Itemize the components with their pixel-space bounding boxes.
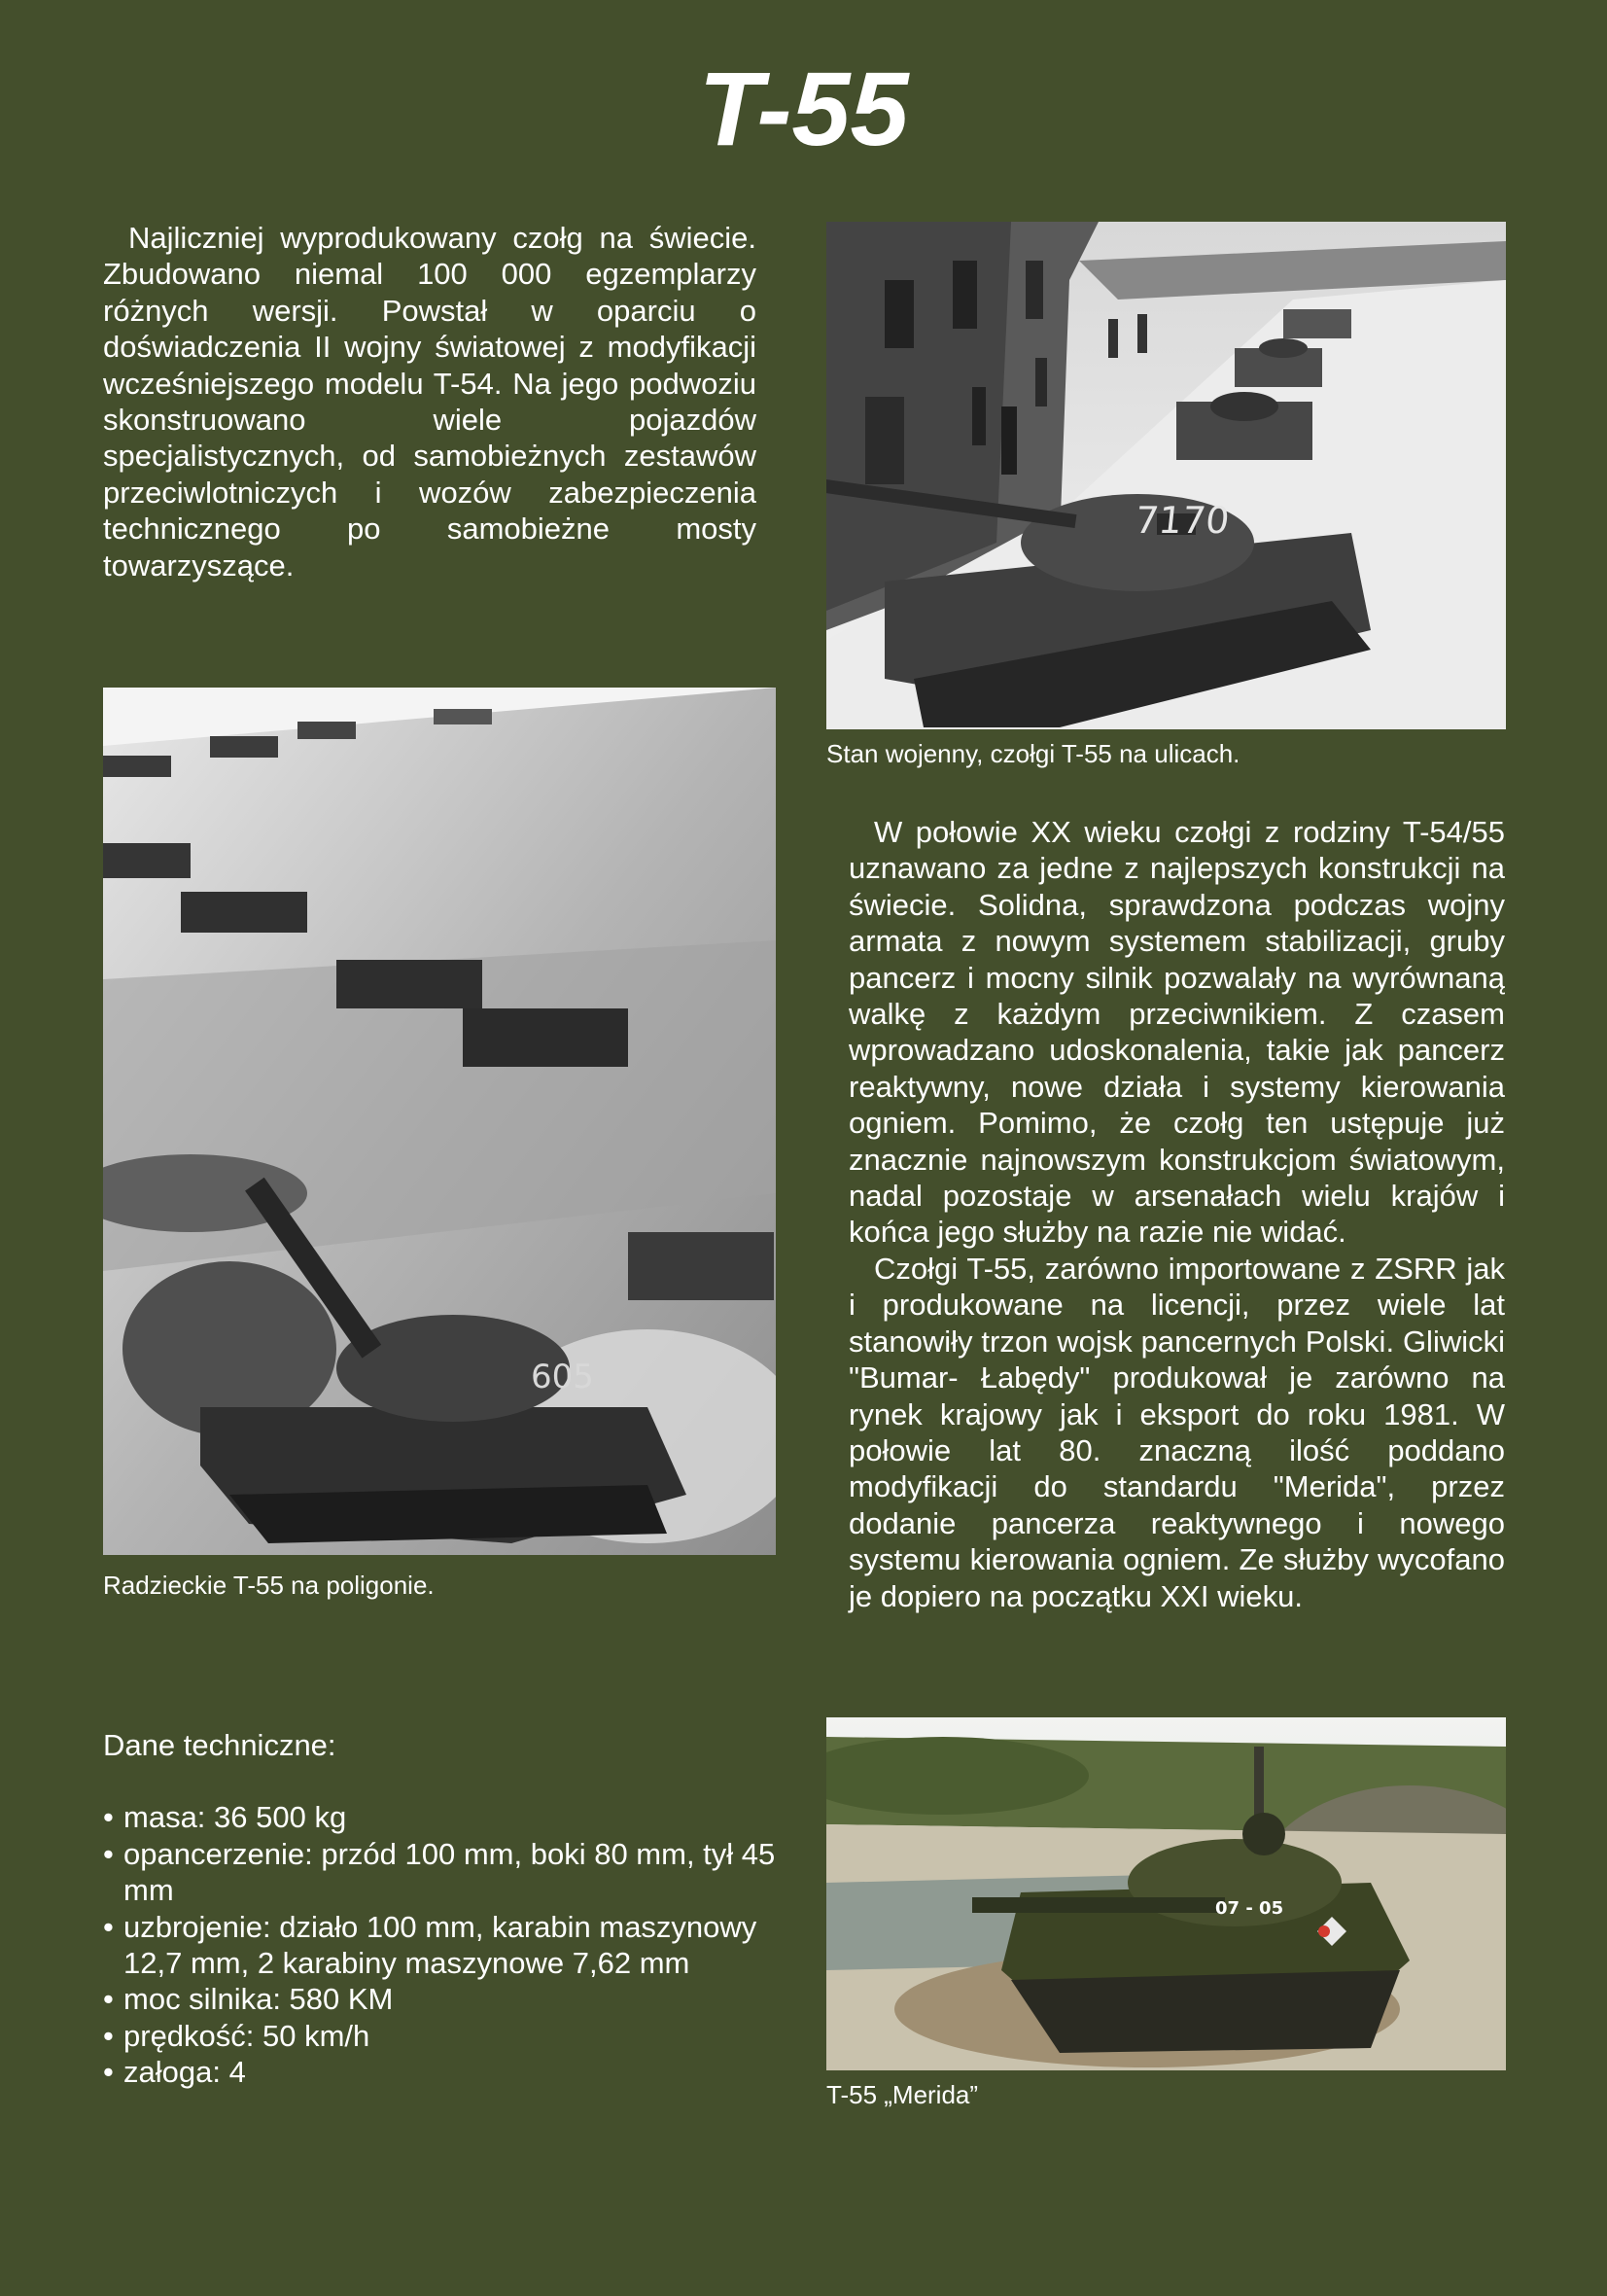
history-paragraph-1: W połowie XX wieku czołgi z rodziny T-54/55 uznawano za jedne z najlepszych konstrukcji na świecie. Solidna, sprawdzona podczas wojny armata z nowym systemem stabilizacji, gruby pancerz i mocny silnik pozwalały na wyrównaną walkę z każdym przeciwnikiem. Z czasem wprowadzano udoskonalenia, takie jak pancerz reaktywny, nowe działa i systemy kierowania ogniem. Pomimo, że czołg ten ustępuje już znacznie najnowszym konstrukcjom światowym, nadal pozostaje w arsenałach wielu krajów i końca jego służby na razie nie widać. [849, 815, 1505, 1250]
photo-merida-tank [826, 1717, 1506, 2070]
spec-armor: • opancerzenie: przód 100 mm, boki 80 mm, tył 45 mm [103, 1836, 784, 1909]
technical-data-heading: Dane techniczne: [103, 1728, 336, 1762]
history-section [849, 814, 1505, 1614]
history-paragraph-2: Czołgi T-55, zarówno importowane z ZSRR jak i produkowane na licencji, przez wiele lat stanowiły trzon wojsk pancernych Polski. Gliwicki "Bumar- Łabędy" produkował je zarówno na rynek krajowy jak i eksport do roku 1981. W połowie lat 80. znaczną ilość poddano modyfikacji do standardu "Merida", przez dodanie pancerza reaktywnego i nowego systemu kierowania ogniem. Ze służby wycofano je dopiero na początku XXI wieku. [849, 1251, 1505, 1613]
spec-speed: • prędkość: 50 km/h [103, 2018, 784, 2054]
photo-merida-caption: T-55 „Merida” [826, 2080, 979, 2109]
spec-engine-power: • moc silnika: 580 KM [103, 1981, 784, 2017]
technical-data [103, 1727, 784, 2091]
photo-street-caption: Stan wojenny, czołgi T-55 na ulicach. [826, 739, 1240, 768]
page-title: T-55 [698, 50, 909, 167]
photo-street-tanks [826, 222, 1506, 729]
technical-data-list [103, 1799, 784, 2090]
hull-number-605: 605 [531, 1358, 594, 1396]
photo-training-ground [103, 688, 776, 1555]
intro-text: Najliczniej wyprodukowany czołg na świecie. Zbudowano niemal 100 000 egzemplarzy różnych wersji. Powstał w oparciu o doświadczenia II wojny światowej z modyfikacji wcześniejszego modelu T-54. Na jego podwoziu skonstruowano wiele pojazdów specjalistycznych, od samobieżnych zestawów przeciwlotniczych i wozów zabezpieczenia technicznego po samobieżne mosty towarzyszące. [103, 221, 756, 583]
spec-mass: • masa: 36 500 kg [103, 1799, 784, 1835]
photo-training-caption: Radzieckie T-55 na poligonie. [103, 1571, 435, 1600]
intro-paragraph [103, 220, 756, 583]
spec-crew: • załoga: 4 [103, 2054, 784, 2090]
hull-number-7170: 7170 [1133, 499, 1232, 542]
hull-number-0705: 07 - 05 [1215, 1898, 1284, 1919]
spec-armament: • uzbrojenie: działo 100 mm, karabin maszynowy 12,7 mm, 2 karabiny maszynowe 7,62 mm [103, 1909, 784, 1982]
